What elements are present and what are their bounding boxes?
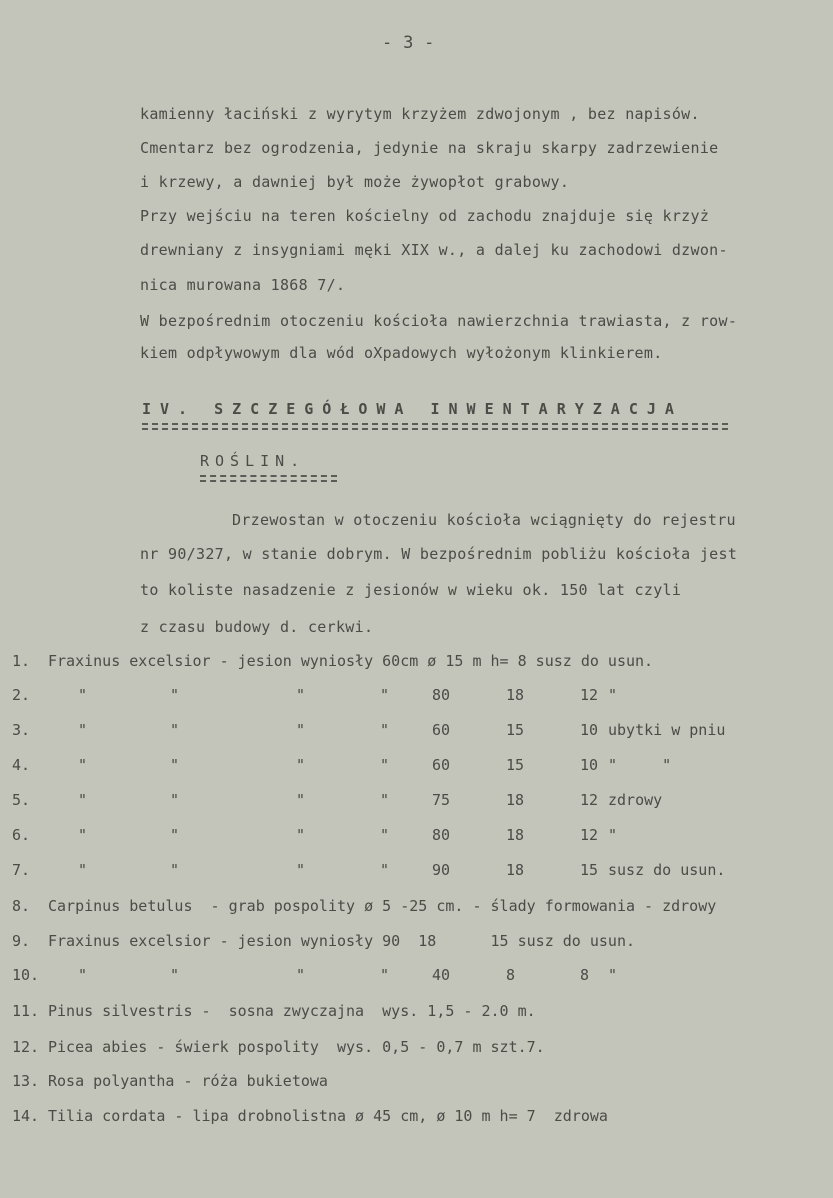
ditto-mark: " <box>170 756 180 774</box>
item-diameter: 75 <box>432 791 451 809</box>
item-crown: 18 <box>506 791 525 809</box>
ditto-mark: " <box>170 966 180 984</box>
item-height: 8 <box>580 966 590 984</box>
item-diameter: 40 <box>432 966 451 984</box>
section-heading: IV. SZCZEGÓŁOWA INWENTARYZACJA <box>142 400 683 418</box>
intro-line: kamienny łaciński z wyrytym krzyżem zdwojonym , bez napisów. <box>140 105 700 123</box>
item-number: 2. <box>12 686 31 704</box>
item-number: 12. <box>12 1038 40 1056</box>
item-diameter: 80 <box>432 686 451 704</box>
item-crown: 18 <box>506 686 525 704</box>
ditto-mark: " <box>170 791 180 809</box>
item-crown: 18 <box>506 826 525 844</box>
item-note: " <box>608 686 618 704</box>
ditto-mark: " <box>170 686 180 704</box>
description-line: z czasu budowy d. cerkwi. <box>140 618 374 636</box>
item-height: 12 <box>580 791 599 809</box>
item-number: 3. <box>12 721 31 739</box>
item-crown: 15 <box>506 756 525 774</box>
item-number: 13. <box>12 1072 40 1090</box>
heading-underline <box>142 423 728 430</box>
ditto-mark: " <box>170 826 180 844</box>
item-diameter: 90 <box>432 861 451 879</box>
item-number: 6. <box>12 826 31 844</box>
ditto-mark: " <box>78 721 88 739</box>
item-number: 10. <box>12 966 40 984</box>
ditto-mark: " <box>380 756 390 774</box>
ditto-mark: " <box>78 686 88 704</box>
item-crown: 8 <box>506 966 516 984</box>
intro-line: i krzewy, a dawniej był może żywopłot grabowy. <box>140 173 570 191</box>
intro-line: nica murowana 1868 7/. <box>140 276 346 294</box>
ditto-mark: " <box>296 791 306 809</box>
ditto-mark: " <box>380 861 390 879</box>
ditto-mark: " <box>78 861 88 879</box>
description-line: nr 90/327, w stanie dobrym. W bezpośrednim pobliżu kościoła jest <box>140 545 738 563</box>
item-number: 8. <box>12 897 31 915</box>
item-text: Fraxinus excelsior - jesion wyniosły 90 18 15 susz do usun. <box>48 932 635 950</box>
description-line: Drzewostan w otoczeniu kościoła wciągnięty do rejestru <box>232 511 736 529</box>
item-text: Pinus silvestris - sosna zwyczajna wys. 1,5 - 2.0 m. <box>48 1002 536 1020</box>
ditto-mark: " <box>78 791 88 809</box>
item-diameter: 60 <box>432 756 451 774</box>
item-text: Picea abies - świerk pospolity wys. 0,5 - 0,7 m szt.7. <box>48 1038 545 1056</box>
intro-line: kiem odpływowym dla wód oXpadowych wyłożonym klinkierem. <box>140 344 663 362</box>
item-text: Rosa polyantha - róża bukietowa <box>48 1072 328 1090</box>
ditto-mark: " <box>296 966 306 984</box>
item-number: 9. <box>12 932 31 950</box>
ditto-mark: " <box>170 721 180 739</box>
ditto-mark: " <box>380 966 390 984</box>
ditto-mark: " <box>78 966 88 984</box>
item-diameter: 80 <box>432 826 451 844</box>
section-subheading: ROŚLIN. <box>200 452 306 470</box>
intro-line: Cmentarz bez ogrodzenia, jedynie na skraju skarpy zadrzewienie <box>140 139 719 157</box>
item-note: " " <box>608 756 672 774</box>
ditto-mark: " <box>380 791 390 809</box>
item-number: 4. <box>12 756 31 774</box>
intro-line: W bezpośrednim otoczeniu kościoła nawierzchnia trawiasta, z row- <box>140 312 738 330</box>
ditto-mark: " <box>380 686 390 704</box>
item-diameter: 60 <box>432 721 451 739</box>
item-height: 10 <box>580 721 599 739</box>
ditto-mark: " <box>296 721 306 739</box>
ditto-mark: " <box>170 861 180 879</box>
item-height: 15 <box>580 861 599 879</box>
item-text: Carpinus betulus - grab pospolity ø 5 -25 cm. - ślady formowania - zdrowy <box>48 897 717 915</box>
item-note: susz do usun. <box>608 861 726 879</box>
item-number: 5. <box>12 791 31 809</box>
subheading-underline <box>200 475 337 482</box>
ditto-mark: " <box>296 686 306 704</box>
ditto-mark: " <box>296 756 306 774</box>
item-note: " <box>608 966 618 984</box>
item-crown: 18 <box>506 861 525 879</box>
item-number: 1. <box>12 652 31 670</box>
ditto-mark: " <box>296 861 306 879</box>
ditto-mark: " <box>296 826 306 844</box>
page-number: - 3 - <box>382 33 435 53</box>
item-number: 14. <box>12 1107 40 1125</box>
ditto-mark: " <box>78 826 88 844</box>
ditto-mark: " <box>78 756 88 774</box>
item-note: ubytki w pniu <box>608 721 726 739</box>
item-number: 7. <box>12 861 31 879</box>
item-number: 11. <box>12 1002 40 1020</box>
ditto-mark: " <box>380 826 390 844</box>
item-height: 12 <box>580 826 599 844</box>
ditto-mark: " <box>380 721 390 739</box>
item-height: 12 <box>580 686 599 704</box>
item-note: zdrowy <box>608 791 663 809</box>
item-height: 10 <box>580 756 599 774</box>
item-crown: 15 <box>506 721 525 739</box>
intro-line: Przy wejściu na teren kościelny od zachodu znajduje się krzyż <box>140 207 710 225</box>
intro-line: drewniany z insygniami męki XIX w., a dalej ku zachodowi dzwon- <box>140 241 728 259</box>
description-line: to koliste nasadzenie z jesionów w wieku ok. 150 lat czyli <box>140 581 682 599</box>
item-text: Tilia cordata - lipa drobnolistna ø 45 cm, ø 10 m h= 7 zdrowa <box>48 1107 608 1125</box>
item-text: Fraxinus excelsior - jesion wyniosły 60cm ø 15 m h= 8 susz do usun. <box>48 652 654 670</box>
item-note: " <box>608 826 618 844</box>
